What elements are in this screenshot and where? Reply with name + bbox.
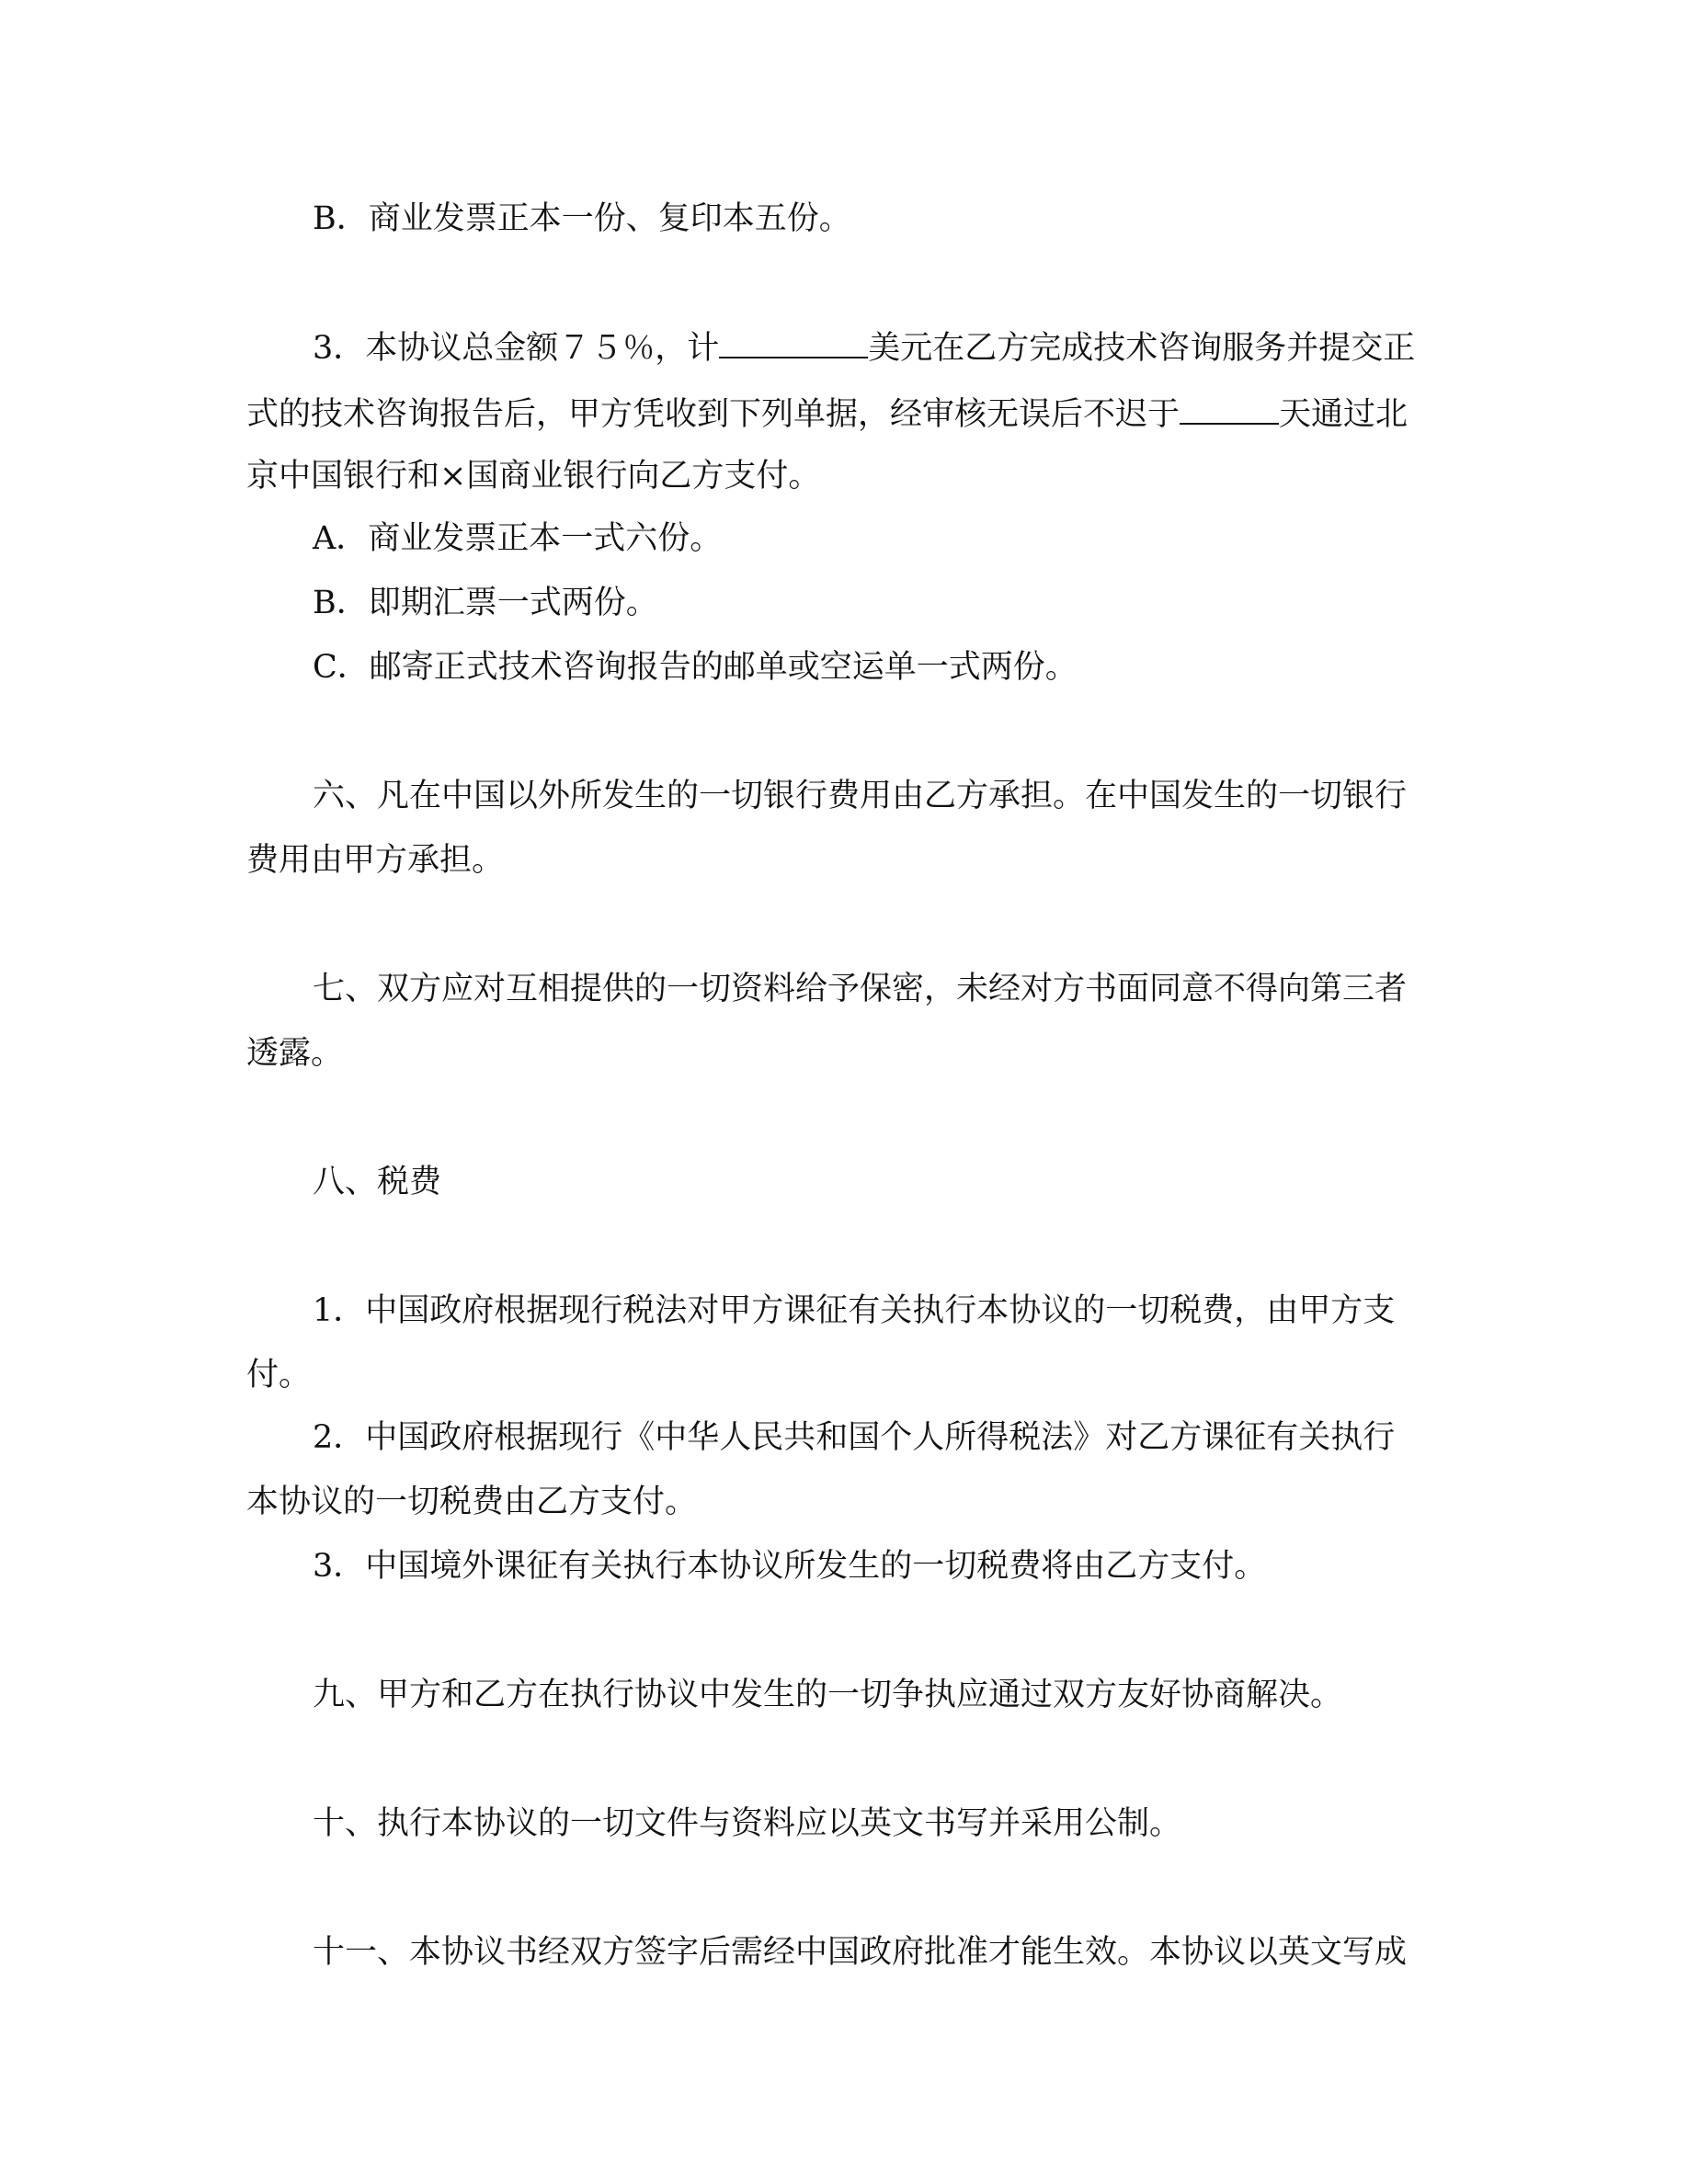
amount-blank	[719, 324, 868, 358]
section-8-item-3: 3．中国境外课征有关执行本协议所发生的一切税费将由乙方支付。	[313, 1548, 1267, 1585]
section-11-line-1: 十一、本协议书经双方签字后需经中国政府批准才能生效。本协议以英文写成	[313, 1934, 1408, 1971]
section-9: 九、甲方和乙方在执行协议中发生的一切争执应通过双方友好协商解决。	[313, 1677, 1343, 1713]
section-8-item-2-line-2: 本协议的一切税费由乙方支付。	[246, 1484, 698, 1520]
clause-3-days-after: 天通过北	[1279, 396, 1409, 433]
section-10: 十、执行本协议的一切文件与资料应以英文书写并采用公制。	[313, 1805, 1182, 1842]
clause-3-item-c: C．邮寄正式技术咨询报告的邮单或空运单一式两份。	[313, 649, 1078, 686]
clause-3-line-1	[313, 324, 1508, 370]
section-7-line-1: 七、双方应对互相提供的一切资料给予保密，未经对方书面同意不得向第三者	[313, 971, 1408, 1007]
clause-3-days-text: 式的技术咨询报告后，甲方凭收到下列单据，经审核无误后不迟于	[246, 396, 1180, 433]
section-8-heading: 八、税费	[313, 1164, 442, 1200]
payment-item-b-invoice: B．商业发票正本一份、复印本五份。	[313, 200, 851, 237]
days-blank	[1180, 390, 1279, 425]
clause-3-amount-text: 3．本协议总金额７５％，计	[313, 330, 720, 367]
clause-3-item-b: B．即期汇票一式两份。	[313, 585, 658, 621]
section-8-item-2-line-1: 2．中国政府根据现行《中华人民共和国个人所得税法》对乙方课征有关执行	[313, 1419, 1396, 1456]
clause-3-amount-after: 美元在乙方完成技术咨询服务并提交正	[868, 330, 1416, 367]
section-6-line-2: 费用由甲方承担。	[246, 842, 505, 879]
clause-3-item-a: A．商业发票正本一式六份。	[313, 520, 723, 557]
clause-3-line-2	[246, 390, 1442, 437]
clause-3-line-3: 京中国银行和×国商业银行向乙方支付。	[246, 458, 821, 495]
section-6-line-1: 六、凡在中国以外所发生的一切银行费用由乙方承担。在中国发生的一切银行	[313, 778, 1408, 814]
section-8-item-1-line-2: 付。	[246, 1357, 312, 1393]
section-8-item-1-line-1: 1．中国政府根据现行税法对甲方课征有关执行本协议的一切税费，由甲方支	[313, 1292, 1396, 1329]
section-7-line-2: 透露。	[246, 1035, 344, 1072]
